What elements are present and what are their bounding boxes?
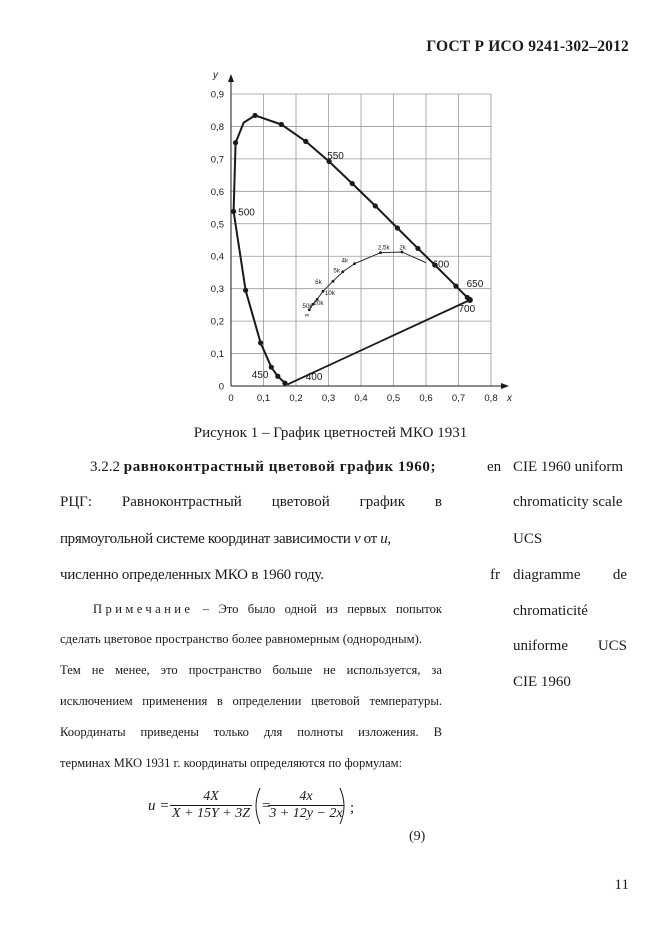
note-word: менее, [115, 663, 150, 677]
chart-annotation: 6k [315, 278, 322, 286]
chart-annotation: 500 [238, 207, 255, 219]
y-tick-label: 0,2 [210, 316, 224, 328]
fraction-numerator: 4x [299, 789, 313, 804]
spectral-locus-point [258, 340, 263, 345]
definition-word: в [434, 494, 442, 510]
x-tick-label: 0,4 [354, 393, 368, 404]
spectral-locus-endpoint [467, 297, 473, 303]
note-line-4 [60, 694, 442, 709]
spectral-locus-point [279, 122, 284, 127]
chart-annotation: 400 [305, 372, 323, 384]
note-word: для [263, 725, 283, 739]
spectral-locus-point [395, 225, 400, 230]
note-line-5 [60, 725, 442, 740]
y-tick-label: 0,7 [210, 154, 224, 166]
chart-annotation: 50k [302, 303, 313, 311]
note-word: первых [347, 602, 387, 616]
note-word: за [431, 663, 442, 677]
note-word: приведены [140, 725, 199, 739]
formula-equals: = [262, 798, 271, 814]
note-line-3 [60, 663, 442, 678]
en-translation-line: CIE 1960 uniform [513, 459, 623, 475]
fraction-numerator: 4X [203, 789, 219, 804]
spectral-locus-point [453, 283, 458, 288]
chart-annotation: 2k [399, 244, 406, 252]
figure-caption: Рисунок 1 – График цветностей МКО 1931 [193, 425, 468, 441]
note-word: попыток [396, 602, 442, 616]
term-definition-line-1 [60, 494, 442, 511]
cie-1931-chromaticity-chart [0, 0, 661, 420]
note-word: одной [284, 602, 317, 616]
term-name: равноконтрастный цветовой график 1960; [123, 459, 437, 475]
note-word: изложения. [358, 725, 419, 739]
y-tick-label: 0,1 [210, 349, 224, 361]
en-translation-line: UCS [513, 531, 543, 547]
page-number: 11 [614, 877, 629, 893]
x-tick-label: 0,5 [386, 393, 401, 404]
x-tick-label: 0,8 [484, 393, 498, 404]
definition-word: Равноконтрастный [121, 494, 242, 510]
y-tick-label: 0,9 [210, 89, 224, 101]
note-word: используется, [346, 663, 421, 677]
term-abbr: РЦГ: [60, 494, 93, 510]
planckian-locus-point [341, 270, 344, 273]
spectral-locus-point [269, 365, 274, 370]
chart-annotation: 650 [466, 279, 484, 291]
definition-word: цветовой [271, 494, 330, 510]
note-word: Это [218, 602, 239, 616]
chart-annotation: 4k [341, 257, 349, 265]
note-word: температуры. [369, 694, 442, 708]
formula-lhs: u = [148, 798, 170, 814]
planckian-locus-point [332, 280, 335, 283]
note-line-6: терминах МКО 1931 г. координаты определяются по формулам: [60, 756, 403, 770]
fr-translation-line [513, 638, 627, 655]
chart-annotation: 2,5k [377, 244, 390, 252]
definition-text: от [360, 531, 381, 547]
planckian-locus-point [353, 262, 356, 265]
fraction-denominator: 3 + 12y − 2x [269, 806, 343, 821]
y-tick-label: 0,4 [210, 251, 224, 263]
variable-u: u, [380, 531, 391, 547]
y-tick-label: 0,6 [210, 186, 224, 198]
note-word: Тем [60, 663, 81, 677]
fr-translation-line [513, 567, 627, 584]
note-word: определении [232, 694, 302, 708]
en-translation-line: chromaticity scale [513, 494, 623, 510]
spectral-locus-line [234, 115, 470, 384]
fr-word: UCS [597, 638, 627, 654]
note-word: было [247, 602, 276, 616]
chart-annotation: 600 [432, 259, 450, 271]
fr-translation-line: chromaticité [513, 603, 588, 619]
spectral-locus-point [275, 374, 280, 379]
spectral-locus-point [243, 288, 248, 293]
planckian-locus-line [309, 252, 426, 310]
note-line-1 [60, 602, 442, 617]
fr-word: diagramme [513, 567, 581, 583]
note-line-2: сделать цветовое пространство более равномерным (однородным). [60, 632, 423, 646]
term-heading [90, 459, 436, 476]
term-definition-line-2 [60, 531, 391, 548]
note-word: исключением [60, 694, 133, 708]
variable-v: v [353, 531, 361, 547]
definition-text: прямоугольной системе координат зависимости [60, 531, 354, 547]
spectral-locus-point [282, 380, 287, 385]
formula-fraction-1 [170, 789, 252, 822]
term-number: 3.2.2 [90, 459, 120, 475]
fr-word: uniforme [513, 638, 568, 654]
note-word: Координаты [60, 725, 126, 739]
formula-fraction-2 [268, 789, 344, 822]
fraction-denominator: X + 15Y + 3Z [171, 806, 251, 821]
spectral-locus-point [303, 139, 308, 144]
chart-annotation: 20k [313, 299, 324, 307]
note-word: цветовой [311, 694, 360, 708]
note-word: пространство [188, 663, 262, 677]
y-axis-arrow [228, 74, 234, 82]
note-word: из [326, 602, 338, 616]
chart-annotation: 550 [327, 150, 344, 162]
definition-word: график [359, 494, 405, 510]
note-label: Примечание [93, 602, 194, 616]
note-word: применения [142, 694, 208, 708]
chart-annotation: 700 [458, 304, 476, 316]
spectral-locus-point [415, 246, 420, 251]
y-tick-label: 0 [218, 381, 224, 393]
note-word: не [91, 663, 105, 677]
x-tick-label: 0 [228, 393, 234, 404]
x-axis-arrow [501, 383, 509, 389]
formula-semicolon: ; [350, 800, 355, 816]
note-word: – [202, 602, 210, 616]
lang-code-fr: fr [490, 567, 500, 583]
note-word: не [323, 663, 336, 677]
x-tick-label: 0,6 [419, 393, 433, 404]
y-tick-label: 0,3 [210, 284, 224, 296]
y-tick-label: 0,5 [210, 219, 224, 231]
term-definition-line-3: численно определенных МКО в 1960 году. [60, 567, 324, 583]
spectral-locus-point [233, 140, 238, 145]
fr-word: de [612, 567, 627, 583]
note-word: В [433, 725, 442, 739]
note-word: только [213, 725, 249, 739]
spectral-locus-point [373, 203, 378, 208]
document-header: ГОСТ Р ИСО 9241-302–2012 [426, 38, 629, 55]
note-word: в [216, 694, 223, 708]
x-axis-label: x [507, 393, 512, 404]
spectral-locus-point [350, 181, 355, 186]
x-tick-label: 0,1 [256, 393, 271, 404]
chart-annotation: 5k [333, 267, 340, 275]
spectral-locus-point [231, 209, 236, 214]
y-tick-label: 0,8 [210, 121, 224, 133]
note-word: полноты [297, 725, 344, 739]
y-axis-label: y [213, 70, 218, 81]
chart-annotation: ∞ [304, 311, 310, 319]
x-tick-label: 0,2 [289, 393, 303, 404]
x-tick-label: 0,7 [451, 393, 466, 404]
spectral-locus-point [252, 113, 257, 118]
lang-code-en: en [487, 459, 502, 475]
chart-annotation: 10k [324, 290, 335, 298]
chart-annotation: 450 [251, 370, 269, 382]
fr-translation-line: CIE 1960 [513, 674, 571, 690]
note-word: это [160, 663, 178, 677]
formula-number: (9) [409, 829, 426, 844]
x-tick-label: 0,3 [321, 393, 336, 404]
note-word: больше [272, 663, 313, 677]
